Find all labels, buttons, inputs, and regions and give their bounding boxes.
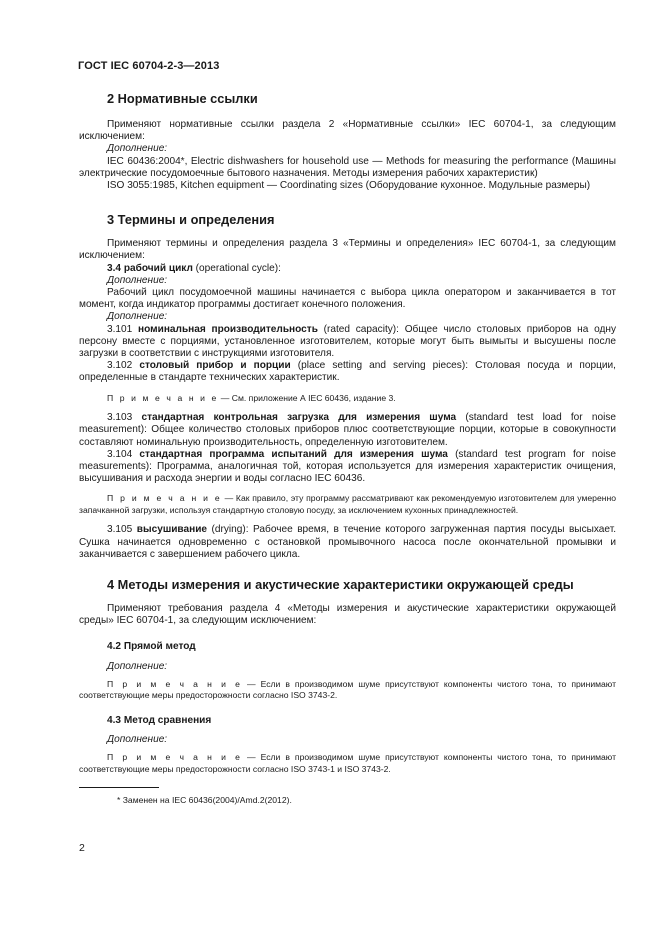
term-3-101 [79,324,616,361]
addition-label: Дополнение: [107,734,168,745]
subsection-4-3-title: 4.3 Метод сравнения [107,714,212,726]
footnote-separator [79,787,159,788]
term-3-102-term: столовый прибор и порции [139,360,291,372]
addition-label: Дополнение: [107,274,168,286]
standard-designation: ГОСТ IEC 60704-2-3—2013 [78,60,220,72]
term-3-102-number: 3.102 [107,360,133,372]
term-3-4-number: 3.4 [107,262,122,274]
note-3-102 [79,393,616,405]
term-3-104-term: стандартная программа испытаний для измерения шума [139,448,448,460]
term-3-4-rest: (operational cycle): [192,262,281,274]
term-3-103-number: 3.103 [107,412,133,424]
addition-label: Дополнение: [107,311,168,323]
page-content [79,88,616,806]
term-3-104-number: 3.104 [107,448,133,460]
reference-iec-60436: IEC 60436:2004*, Electric dishwashers for household use — Methods for measuring the performance (Машины электрические посудомоечные бытового назначения. Методы измерения рабочих характеристик) [79,155,616,179]
term-3-4-definition: Рабочий цикл посудомоечной машины начинается с выбора цикла оператором и заканчивается в тот момент, когда индикатор программы достигает конечного положения. [79,287,616,311]
addition-label: Дополнение: [107,660,168,672]
footnote: * Заменен на IEC 60436(2004)/Amd.2(2012). [117,795,292,806]
note-label: П р и м е ч а н и е [107,752,242,763]
note-text: — Как правило, эту программу рассматривают как рекомендуемую изготовителем для умеренно запачканной загрузки, используя стандартную столовую посуду, за исключением кухонных принадлежностей. [79,493,617,515]
term-3-4 [79,263,616,275]
section-2-intro: Применяют нормативные ссылки раздела 2 «Нормативные ссылки» IEC 60704-1, за следующим исключением: [79,119,616,143]
addition-label: Дополнение: [107,143,168,155]
term-3-102-rest: (place setting and serving pieces): Столовая посуда и порции, определенные в стандарте технических характеристик. [79,360,616,384]
term-3-105-rest: (drying): Рабочее время, в течение которого загруженная партия посуды высыхает. Сушка начинается одновременно с остановкой промывочного насоса после окончательной промывки и заканчивается с завершением рабочего цикла. [79,524,617,560]
term-3-105-term: высушивание [136,524,208,536]
term-3-104 [79,449,616,486]
section-3-title: 3 Термины и определения [107,212,275,228]
section-4-title: 4 Методы измерения и акустические характеристики окружающей среды [107,576,574,592]
term-3-103 [79,412,616,449]
note-text: — См. приложение А IEC 60436, издание 3. [218,392,396,403]
term-3-105 [79,524,616,561]
reference-iso-3055: ISO 3055:1985, Kitchen equipment — Coordinating sizes (Оборудование кухонное. Модульные размеры) [107,180,591,192]
section-3-intro: Применяют термины и определения раздела 3 «Термины и определения» IEC 60704-1, за следующим исключением: [79,238,616,262]
note-text: — Если в производимом шуме присутствуют компоненты чистого тона, то принимают соответствующие меры предосторожности согласно ISO 3743-1 и ISO 3743-2. [79,752,617,774]
term-3-101-term: номинальная производительность [138,323,318,335]
note-label: П р и м е ч а н и е [107,678,242,689]
note-text: — Если в производимом шуме присутствуют компоненты чистого тона, то принимают соответствующие меры предосторожности согласно ISO 3743-2. [79,678,617,701]
note-4-3 [79,752,616,775]
term-3-105-number: 3.105 [107,524,133,536]
subsection-4-2-title: 4.2 Прямой метод [107,641,196,653]
note-label: П р и м е ч а н и е [107,493,222,504]
note-3-104 [79,493,616,516]
term-3-102 [79,360,616,384]
term-3-4-term: рабочий цикл [123,262,193,274]
note-label: П р и м е ч а н и е [107,392,219,403]
term-3-101-rest: (rated capacity): Общее число столовых приборов на одну персону вместе с порциями, установленное изготовителем, которые могут быть вымыты и высушены после загрузки в соответствии с инструкциями изготовителя. [79,323,617,360]
section-4-intro: Применяют требования раздела 4 «Методы измерения и акустические характеристики окружающей среды» IEC 60704-1, за следующим исключением: [79,602,616,627]
term-3-103-term: стандартная контрольная загрузка для измерения шума [141,412,457,424]
note-4-2 [79,679,616,702]
term-3-104-rest: (standard test program for noise measurements): Программа, аналогичная той, которая используется для измерения характеристик очищения, высушивания и расхода энергии и воды согласно IEC 60436. [79,448,616,485]
term-3-103-rest: (standard test load for noise measurement): Общее количество столовых приборов плюс соответствующие порции, которые в совокупности составляют номинальную производительность, определенную изготовителем. [79,412,616,448]
page-number: 2 [79,842,85,854]
section-2-title: 2 Нормативные ссылки [107,91,258,106]
term-3-101-number: 3.101 [107,323,133,335]
